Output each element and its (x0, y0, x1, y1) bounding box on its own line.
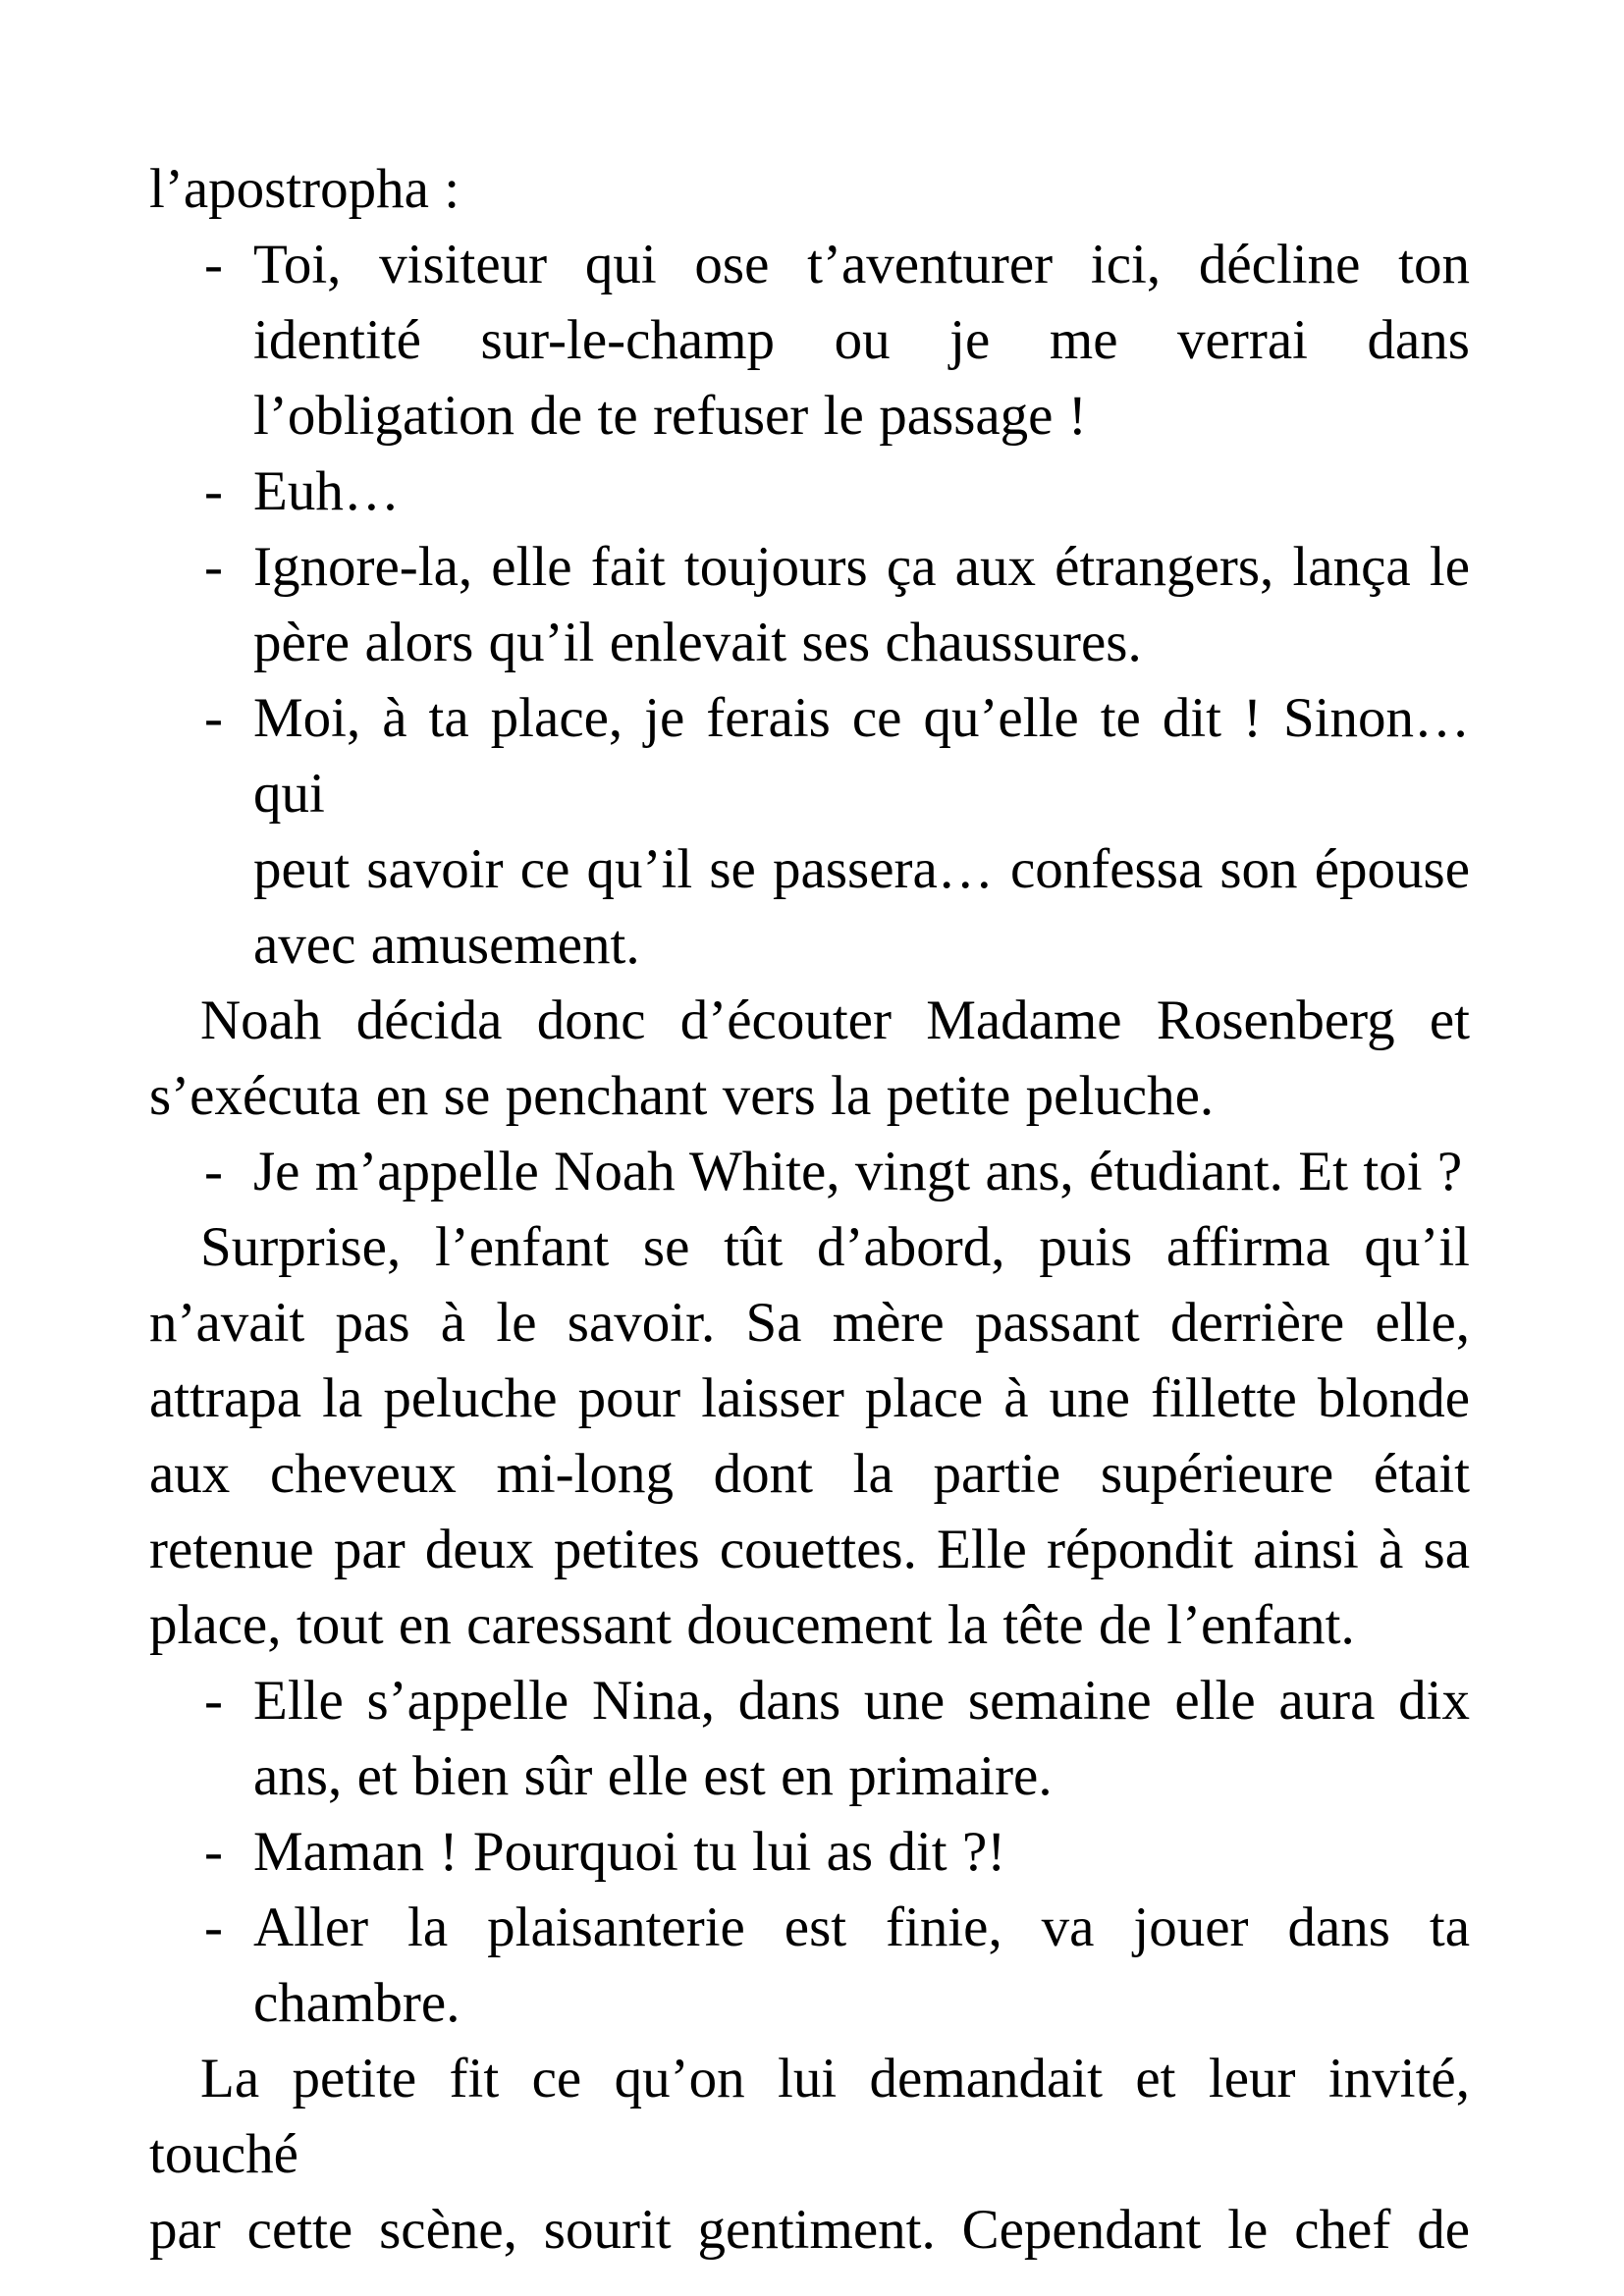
text-line: identité sur-le-champ ou je me verrai dans (253, 309, 1470, 371)
dialogue-paragraph (149, 1134, 1470, 1209)
text-line: Je m’appelle Noah White, vingt ans, étudiant. Et toi ? (253, 1141, 1463, 1202)
paragraph (149, 2041, 1470, 2268)
text-line: place, tout en caressant doucement la tête de l’enfant. (149, 1594, 1355, 1656)
dialogue-dash-marker: - (204, 687, 223, 749)
text-line: l’apostropha : (149, 158, 460, 220)
text-line: Ignore-la, elle fait toujours ça aux étrangers, lança le (253, 536, 1470, 598)
text-line: par cette scène, sourit gentiment. Cependant le chef de (149, 2199, 1470, 2261)
dialogue-dash-marker: - (204, 536, 223, 598)
dialogue-dash-marker: - (204, 460, 223, 522)
text-line: La petite fit ce qu’on lui demandait et leur invité, touché (149, 2048, 1470, 2185)
text-line: peut savoir ce qu’il se passera… confessa son épouse (253, 838, 1470, 900)
text-line: ans, et bien sûr elle est en primaire. (253, 1745, 1053, 1807)
paragraph (149, 151, 1470, 227)
text-line: Maman ! Pourquoi tu lui as dit ?! (253, 1821, 1006, 1883)
dialogue-dash-marker: - (204, 234, 223, 295)
dialogue-paragraph (149, 454, 1470, 529)
dialogue-paragraph (149, 529, 1470, 680)
text-line: l’obligation de te refuser le passage ! (253, 385, 1087, 447)
text-line: avec amusement. (253, 914, 640, 976)
text-line: père alors qu’il enlevait ses chaussures. (253, 612, 1142, 673)
text-line: retenue par deux petites couettes. Elle répondit ainsi à sa (149, 1519, 1470, 1580)
dialogue-dash-marker: - (204, 1141, 223, 1202)
text-line: Toi, visiteur qui ose t’aventurer ici, décline ton (253, 234, 1470, 295)
dialogue-dash-marker: - (204, 1670, 223, 1732)
text-line: Euh… (253, 460, 400, 522)
dialogue-dash-marker: - (204, 1896, 223, 1958)
dialogue-paragraph (149, 227, 1470, 454)
text-line: Elle s’appelle Nina, dans une semaine elle aura dix (253, 1670, 1470, 1732)
page-text-block (149, 151, 1470, 2268)
dialogue-paragraph (149, 1814, 1470, 1890)
paragraph (149, 983, 1470, 1134)
text-line: attrapa la peluche pour laisser place à une fillette blonde (149, 1367, 1470, 1429)
text-line: Aller la plaisanterie est finie, va jouer dans ta (253, 1896, 1470, 1958)
text-line: Moi, à ta place, je ferais ce qu’elle te dit ! Sinon… qui (253, 687, 1470, 825)
dialogue-paragraph (149, 680, 1470, 983)
paragraph (149, 1209, 1470, 1663)
text-line: Noah décida donc d’écouter Madame Rosenberg et (200, 989, 1470, 1051)
text-line: chambre. (253, 1972, 460, 2034)
dialogue-paragraph (149, 1663, 1470, 1814)
dialogue-paragraph (149, 1890, 1470, 2041)
text-line: s’exécuta en se penchant vers la petite peluche. (149, 1065, 1215, 1127)
dialogue-dash-marker: - (204, 1821, 223, 1883)
text-line: aux cheveux mi-long dont la partie supérieure était (149, 1443, 1470, 1505)
text-line: n’avait pas à le savoir. Sa mère passant derrière elle, (149, 1292, 1470, 1354)
text-line: Surprise, l’enfant se tût d’abord, puis affirma qu’il (200, 1216, 1470, 1278)
